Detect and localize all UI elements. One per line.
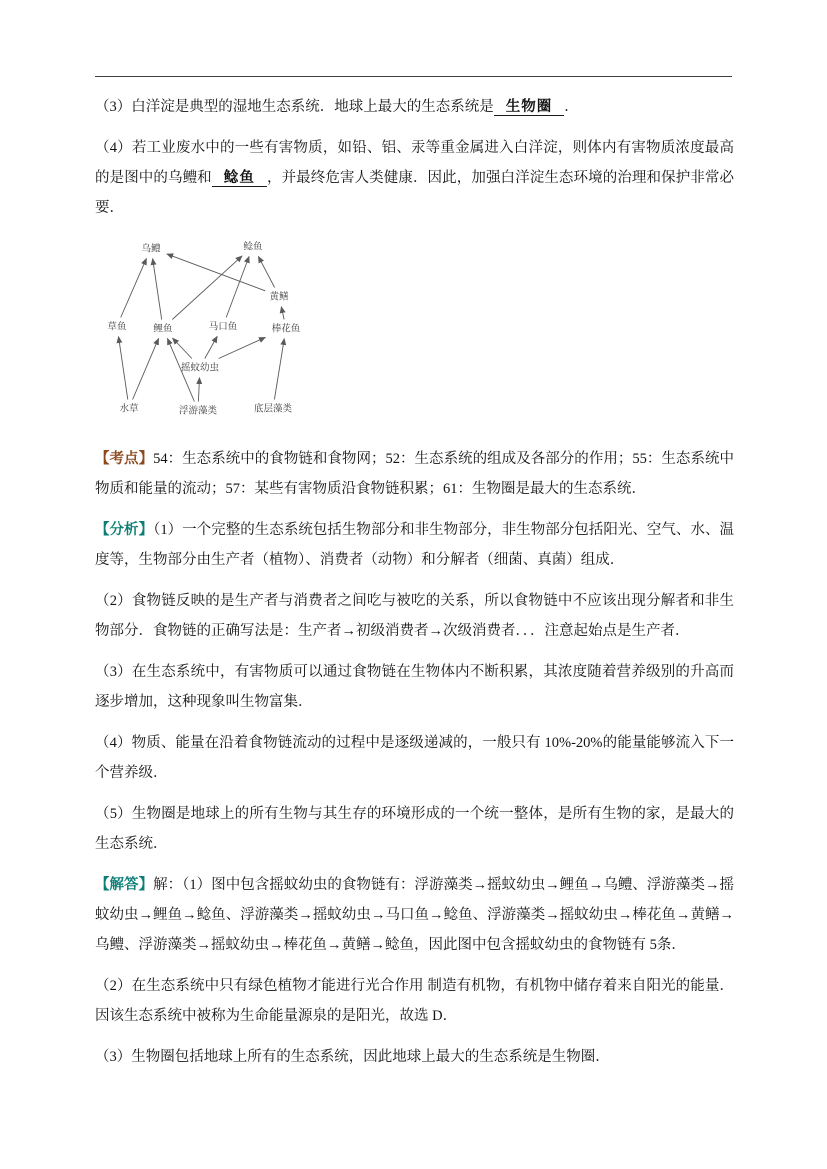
- food-web-arrow-caoyu-to-wuli: [121, 258, 147, 317]
- food-web-node-huangshan: 黄鳝: [269, 292, 289, 303]
- section-analysis-5: [95, 799, 734, 859]
- question-3-answer-blank: 生物圈: [494, 99, 565, 116]
- food-web-arrow-diceng-to-banghuayu: [274, 339, 284, 400]
- section-exam-points: [95, 444, 734, 504]
- food-web-arrow-makouyu-to-nianyu: [226, 256, 249, 317]
- question-3-suffix: ．: [564, 99, 579, 115]
- header-divider: [95, 76, 732, 77]
- question-4-suffix: ，并最终危害人类健康．因此，加强白洋淀生态环境的治理和保护非常必要．: [95, 170, 735, 216]
- section-analysis-2: [95, 586, 734, 646]
- exam-points-text: 54：生态系统中的食物链和食物网；52：生态系统的组成及各部分的作用；55：生态系统中物质和能量的流动；57：某些有害物质沿食物链积累；61：生物圈是最大的生态系统．: [95, 451, 735, 497]
- analysis-5-text: （5）生物圈是地球上的所有生物与其生存的环境形成的一个统一整体，是所有生物的家，是最大的生态系统．: [95, 806, 734, 852]
- answer-label: 【解答】: [95, 877, 154, 893]
- food-web-node-nianyu: 鲶鱼: [243, 242, 263, 253]
- food-web-node-liyu: 鲤鱼: [153, 324, 173, 335]
- food-web-arrow-banghuayu-to-huangshan: [281, 307, 284, 320]
- analysis-1-text: （1）一个完整的生态系统包括生物部分和非生物部分，非生物部分包括阳光、空气、水、温度等，生物部分由生产者（植物）、消费者（动物）和分解者（细菌、真菌）组成．: [95, 522, 734, 568]
- paragraph-question-3: [95, 92, 734, 122]
- food-web-node-diceng: 底层藻类: [253, 404, 293, 415]
- food-web-arrow-shuicao-to-liyu: [133, 338, 159, 399]
- food-web-svg: [101, 234, 337, 430]
- food-web-arrow-huangshan-to-nianyu: [258, 256, 274, 287]
- exam-points-label: 【考点】: [95, 451, 154, 467]
- food-web-arrow-yaowen-to-makouyu: [205, 336, 218, 358]
- section-answer-3: [95, 1042, 734, 1072]
- question-3-text: （3）白洋淀是典型的湿地生态系统．地球上最大的生态系统是: [95, 99, 494, 115]
- question-4-answer-blank: 鲶鱼: [212, 170, 267, 187]
- section-analysis-3: [95, 657, 734, 717]
- question-4-text: （4）若工业废水中的一些有害物质，如铅、铝、汞等重金属进入白洋淀，则体内有害物质浓度最高的是图中的乌鳢和: [95, 140, 734, 186]
- section-answer-2: [95, 971, 734, 1031]
- document-content: [95, 92, 734, 1083]
- analysis-2-text: （2）食物链反映的是生产者与消费者之间吃与被吃的关系，所以食物链中不应该出现分解者和非生物部分．食物链的正确写法是：生产者→初级消费者→次级消费者．．．注意起始点是生产者．: [95, 593, 734, 639]
- food-web-arrow-fuyou-to-yaowen: [198, 378, 199, 402]
- food-web-arrow-yaowen-to-liyu: [172, 338, 192, 359]
- food-web-diagram: [101, 234, 734, 430]
- food-web-arrow-liyu-to-wuli: [153, 259, 162, 320]
- food-web-arrow-yaowen-to-banghuayu: [219, 337, 266, 358]
- analysis-4-text: （4）物质、能量在沿着食物链流动的过程中是逐级递减的，一般只有 10%-20%的能量能够流入下一个营养级．: [95, 735, 734, 781]
- section-analysis-4: [95, 728, 734, 788]
- food-web-node-caoyu: 草鱼: [107, 322, 127, 333]
- food-web-arrow-huangshan-to-wuli: [167, 254, 266, 291]
- food-web-node-wuli: 乌鳢: [141, 244, 161, 255]
- answer-3-text: （3）生物圈包括地球上所有的生态系统，因此地球上最大的生态系统是生物圈．: [95, 1049, 610, 1065]
- food-web-node-fuyou: 浮游藻类: [178, 406, 218, 417]
- paragraph-question-4: [95, 133, 734, 223]
- food-web-arrow-shuicao-to-caoyu: [119, 337, 128, 400]
- food-web-arrow-liyu-to-nianyu: [172, 256, 242, 320]
- food-web-node-yaowen: 摇蚊幼虫: [180, 363, 220, 374]
- section-answer-1: [95, 870, 734, 960]
- food-web-node-shuicao: 水草: [119, 404, 139, 415]
- section-analysis-1: [95, 515, 734, 575]
- answer-1-text: 解：（1）图中包含摇蚊幼虫的食物链有：浮游藻类→摇蚊幼虫→鲤鱼→乌鳢、浮游藻类→摇蚊幼虫→鲤鱼→鲶鱼、浮游藻类→摇蚊幼虫→马口鱼→鲶鱼、浮游藻类→摇蚊幼虫→棒花鱼→黄鳝→乌鳢、浮游藻类→摇蚊幼虫→棒花鱼→黄鳝→鲶鱼，因此图中包含摇蚊幼虫的食物链有 5条．: [95, 877, 734, 953]
- analysis-3-text: （3）在生态系统中，有害物质可以通过食物链在生物体内不断积累，其浓度随着营养级别的升高而逐步增加，这种现象叫生物富集．: [95, 664, 734, 710]
- food-web-node-banghuayu: 棒花鱼: [271, 324, 301, 335]
- answer-2-text: （2）在生态系统中只有绿色植物才能进行光合作用 制造有机物，有机物中储存着来自阳光的能量．因该生态系统中被称为生命能量源泉的是阳光，故选 D．: [95, 978, 734, 1024]
- analysis-label: 【分析】: [95, 522, 154, 538]
- food-web-node-makouyu: 马口鱼: [208, 322, 238, 333]
